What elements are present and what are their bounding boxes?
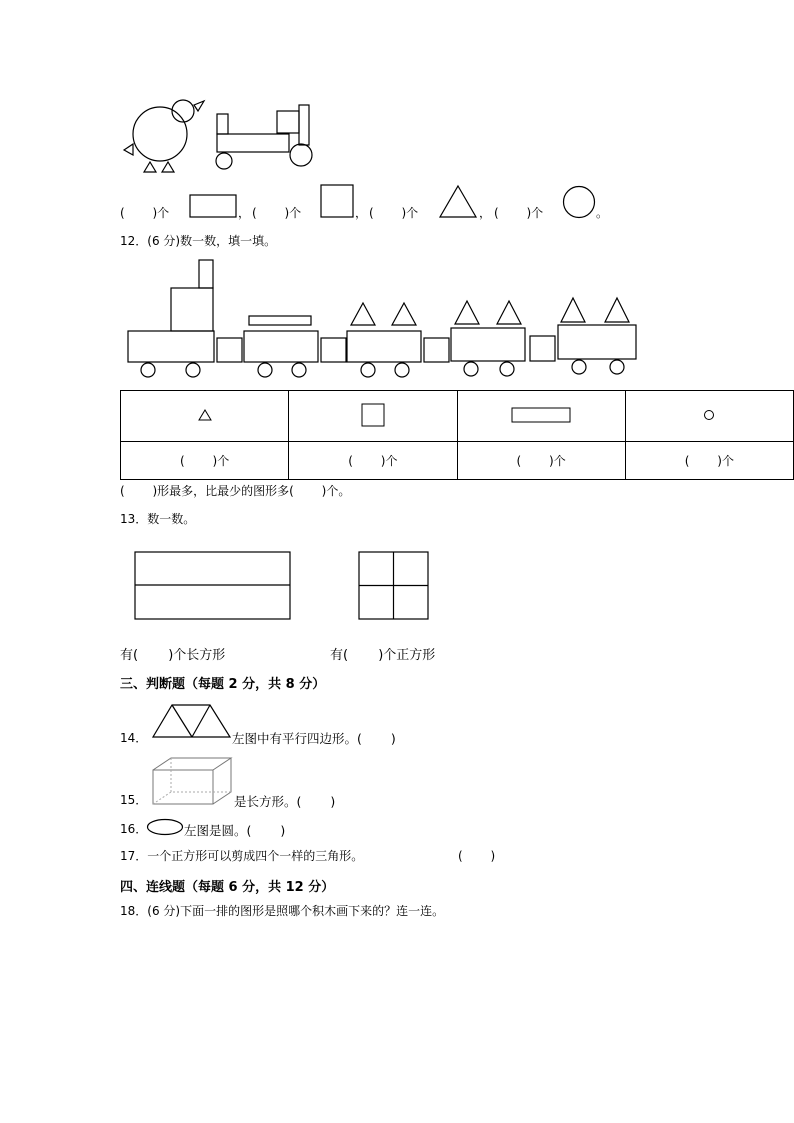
- q15-text[interactable]: 是长方形。( ): [234, 794, 336, 809]
- q17-text: 17．一个正方形可以剪成四个一样的三角形。: [120, 849, 364, 863]
- table-cell-square: [289, 391, 457, 442]
- q13-answer-squares[interactable]: 有( )个正方形: [330, 648, 436, 663]
- triangle-shape: [438, 185, 478, 219]
- table-answer-cell[interactable]: ( )个: [457, 442, 625, 480]
- square-shape: [320, 184, 354, 218]
- table-cell-rectangle: [457, 391, 625, 442]
- q17-answer-blank[interactable]: ( ): [458, 849, 496, 863]
- small-triangle-icon: [198, 409, 212, 421]
- table-answer-cell[interactable]: ( )个: [625, 442, 793, 480]
- q11-end: 。: [596, 206, 609, 220]
- q14-number: 14．: [120, 731, 148, 745]
- train-figure: [126, 258, 646, 383]
- small-circle-icon: [703, 409, 715, 421]
- ellipse-figure: [146, 818, 184, 836]
- count-table: [120, 390, 794, 480]
- section-4-heading: 四、连线题（每题 6 分，共 12 分）: [120, 880, 335, 895]
- table-cell-circle: [625, 391, 793, 442]
- q15-number: 15．: [120, 793, 148, 807]
- q16-number: 16．: [120, 822, 148, 836]
- table-answer-cell[interactable]: ( )个: [121, 442, 289, 480]
- cuboid-figure: [151, 756, 233, 806]
- table-cell-triangle: [121, 391, 289, 442]
- small-rectangle-icon: [511, 407, 571, 423]
- q11-blank-circle[interactable]: ( )个: [494, 206, 544, 220]
- q13-title: 13．数一数。: [120, 512, 196, 526]
- q12-question[interactable]: ( )形最多，比最少的图形多( )个。: [120, 484, 351, 498]
- tractor-figure: [214, 103, 324, 173]
- trapezoid-figure: [152, 703, 232, 739]
- rectangle-shape: [189, 194, 237, 218]
- q16-text[interactable]: 左图是圆。( ): [184, 823, 286, 838]
- four-squares-figure: [358, 551, 430, 621]
- chick-figure: [120, 98, 220, 178]
- q11-blank-rectangle[interactable]: ( )个: [120, 206, 170, 220]
- q18-text: 18．(6 分)下面一排的图形是照哪个积木画下来的？连一连。: [120, 904, 445, 918]
- small-square-icon: [361, 403, 385, 427]
- q14-text[interactable]: 左图中有平行四边形。( ): [232, 731, 396, 746]
- table-answer-cell[interactable]: ( )个: [289, 442, 457, 480]
- q11-separator: ，: [479, 206, 492, 220]
- section-3-heading: 三、判断题（每题 2 分，共 8 分）: [120, 677, 326, 692]
- q11-blank-square[interactable]: ( )个: [252, 206, 302, 220]
- q11-separator: ，: [355, 206, 368, 220]
- circle-shape: [562, 185, 596, 219]
- q12-title: 12．(6 分)数一数，填一填。: [120, 234, 277, 248]
- two-rectangles-figure: [134, 551, 292, 621]
- q11-separator: ，: [238, 206, 251, 220]
- q11-blank-triangle[interactable]: ( )个: [369, 206, 419, 220]
- q13-answer-rectangles[interactable]: 有( )个长方形: [120, 648, 226, 663]
